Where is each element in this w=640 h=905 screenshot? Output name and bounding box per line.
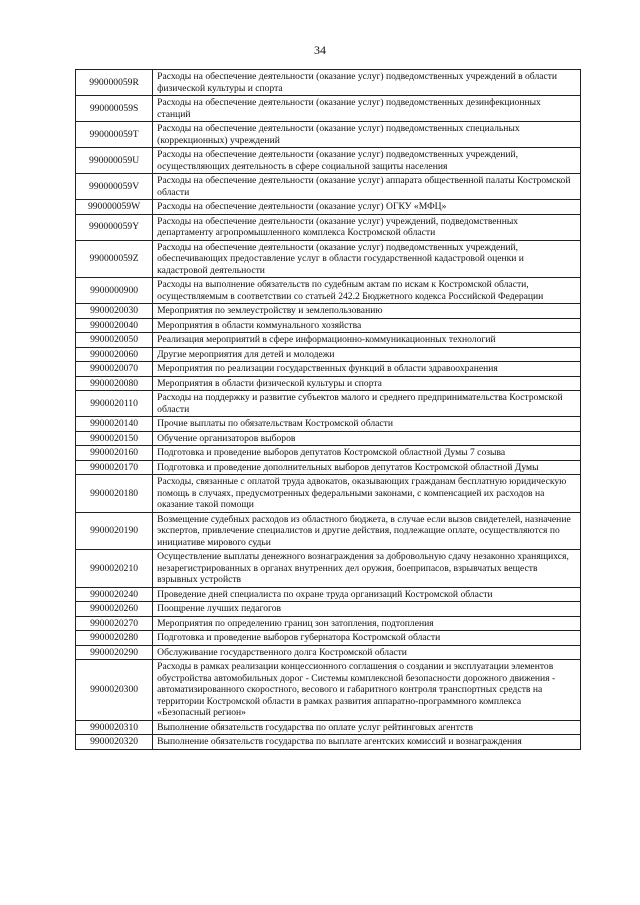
row-code: 9900020160 (76, 446, 153, 461)
row-description: Выполнение обязательств государства по оплате услуг рейтинговых агентств (153, 720, 581, 735)
table-row (76, 200, 581, 215)
table-row (76, 214, 581, 240)
row-description: Возмещение судебных расходов из областного бюджета, в случае если вызов свидетелей, назначение экспертов, привлечение специалистов и другие действия, подлежащие оплате, осуществляются по инициативе мирового судьи (153, 512, 581, 550)
table-row (76, 148, 581, 174)
row-code: 9900020280 (76, 631, 153, 646)
row-description: Проведение дней специалиста по охране труда организаций Костромской области (153, 587, 581, 602)
row-code: 9900020080 (76, 376, 153, 391)
row-code: 9900020190 (76, 512, 153, 550)
row-code: 990000059Y (76, 214, 153, 240)
table-row (76, 735, 581, 750)
table-row (76, 631, 581, 646)
row-description: Подготовка и проведение дополнительных выборов депутатов Костромской областной Думы (153, 460, 581, 475)
table-row (76, 174, 581, 200)
row-code: 9900020210 (76, 550, 153, 588)
row-description: Расходы на обеспечение деятельности (оказание услуг) аппарата общественной палаты Костромской области (153, 174, 581, 200)
row-description: Реализация мероприятий в сфере информационно-коммуникационных технологий (153, 333, 581, 348)
row-description: Мероприятия по реализации государственных функций в области здравоохранения (153, 362, 581, 377)
row-code: 9900020270 (76, 616, 153, 631)
row-code: 9900020290 (76, 645, 153, 660)
table-row (76, 587, 581, 602)
table-row (76, 70, 581, 96)
row-code: 9900020240 (76, 587, 153, 602)
table-row (76, 431, 581, 446)
table-row (76, 417, 581, 432)
table-row (76, 376, 581, 391)
row-description: Мероприятия в области коммунального хозяйства (153, 318, 581, 333)
row-description: Мероприятия по определению границ зон затопления, подтопления (153, 616, 581, 631)
row-code: 9900020310 (76, 720, 153, 735)
row-description: Расходы на обеспечение деятельности (оказание услуг) подведомственных дезинфекционных станций (153, 96, 581, 122)
budget-codes-table (75, 69, 581, 750)
row-description: Расходы на обеспечение деятельности (оказание услуг) подведомственных учреждений, обеспечивающих предоставление услуг в области государственной кадастровой оценки и кадастровой деятельности (153, 240, 581, 278)
table-row (76, 347, 581, 362)
table-row (76, 304, 581, 319)
row-description: Подготовка и проведение выборов депутатов Костромской областной Думы 7 созыва (153, 446, 581, 461)
row-description: Расходы на обеспечение деятельности (оказание услуг) учреждений, подведомственных департаменту агропромышленного комплекса Костромской области (153, 214, 581, 240)
row-code: 9900020050 (76, 333, 153, 348)
table-row (76, 240, 581, 278)
row-description: Подготовка и проведение выборов губернатора Костромской области (153, 631, 581, 646)
row-description: Обслуживание государственного долга Костромской области (153, 645, 581, 660)
table-row (76, 602, 581, 617)
row-description: Расходы в рамках реализации концессионного соглашения о создании и эксплуатации элементов обустройства автомобильных дорог - Системы комплексной безопасности дорожного движения - автоматизированного скоростного, весового и габаритного контроля транспортных средств на территории Костромской области в рамках развития аппаратно-программного комплекса «Безопасный регион» (153, 660, 581, 721)
row-code: 9900020170 (76, 460, 153, 475)
row-description: Расходы на обеспечение деятельности (оказание услуг) подведомственных учреждений, осуществляющих деятельность в сфере социальной защиты населения (153, 148, 581, 174)
table-row (76, 318, 581, 333)
table-row (76, 362, 581, 377)
row-code: 9900020070 (76, 362, 153, 377)
row-code: 990000059U (76, 148, 153, 174)
row-description: Поощрение лучших педагогов (153, 602, 581, 617)
table-row (76, 550, 581, 588)
row-code: 9900020110 (76, 391, 153, 417)
row-description: Расходы, связанные с оплатой труда адвокатов, оказывающих гражданам бесплатную юридическую помощь в случаях, предусмотренных федеральными законами, с компенсацией их расходов на оказание такой помощи (153, 475, 581, 513)
row-code: 990000059Z (76, 240, 153, 278)
row-description: Мероприятия по землеустройству и землепользованию (153, 304, 581, 319)
row-description: Прочие выплаты по обязательствам Костромской области (153, 417, 581, 432)
row-description: Обучение организаторов выборов (153, 431, 581, 446)
table-row (76, 512, 581, 550)
row-code: 990000059R (76, 70, 153, 96)
table-row (76, 391, 581, 417)
row-code: 9900020060 (76, 347, 153, 362)
row-description: Расходы на обеспечение деятельности (оказание услуг) подведомственных учреждений в области физической культуры и спорта (153, 70, 581, 96)
row-code: 9900020030 (76, 304, 153, 319)
row-description: Расходы на обеспечение деятельности (оказание услуг) ОГКУ «МФЦ» (153, 200, 581, 215)
row-code: 9900020150 (76, 431, 153, 446)
row-code: 9900020320 (76, 735, 153, 750)
row-code: 990000059T (76, 122, 153, 148)
row-code: 9900020140 (76, 417, 153, 432)
row-code: 990000059S (76, 96, 153, 122)
row-description: Другие мероприятия для детей и молодежи (153, 347, 581, 362)
row-description: Расходы на поддержку и развитие субъектов малого и среднего предпринимательства Костромской области (153, 391, 581, 417)
row-code: 9900020300 (76, 660, 153, 721)
row-code: 9900020260 (76, 602, 153, 617)
row-description: Осуществление выплаты денежного вознаграждения за добровольную сдачу незаконно хранящихся, незарегистрированных в органах внутренних дел оружия, боеприпасов, взрывчатых веществ взрывных устройств (153, 550, 581, 588)
row-description: Расходы на выполнение обязательств по судебным актам по искам к Костромской области, осуществляемым в соответствии со статьей 242.2 Бюджетного кодекса Российской Федерации (153, 278, 581, 304)
table-row (76, 460, 581, 475)
table-row (76, 645, 581, 660)
table-row (76, 446, 581, 461)
row-code: 9900020040 (76, 318, 153, 333)
table-row (76, 660, 581, 721)
row-code: 9900020180 (76, 475, 153, 513)
table-row (76, 278, 581, 304)
row-code: 990000059W (76, 200, 153, 215)
row-description: Выполнение обязательств государства по выплате агентских комиссий и вознаграждения (153, 735, 581, 750)
row-description: Расходы на обеспечение деятельности (оказание услуг) подведомственных специальных (коррекционных) учреждений (153, 122, 581, 148)
table-row (76, 122, 581, 148)
table-row (76, 475, 581, 513)
table-row (76, 616, 581, 631)
table-row (76, 720, 581, 735)
row-code: 990000059V (76, 174, 153, 200)
table-row (76, 333, 581, 348)
row-code: 9900000900 (76, 278, 153, 304)
page-number: 34 (314, 43, 326, 57)
row-description: Мероприятия в области физической культуры и спорта (153, 376, 581, 391)
table-row (76, 96, 581, 122)
